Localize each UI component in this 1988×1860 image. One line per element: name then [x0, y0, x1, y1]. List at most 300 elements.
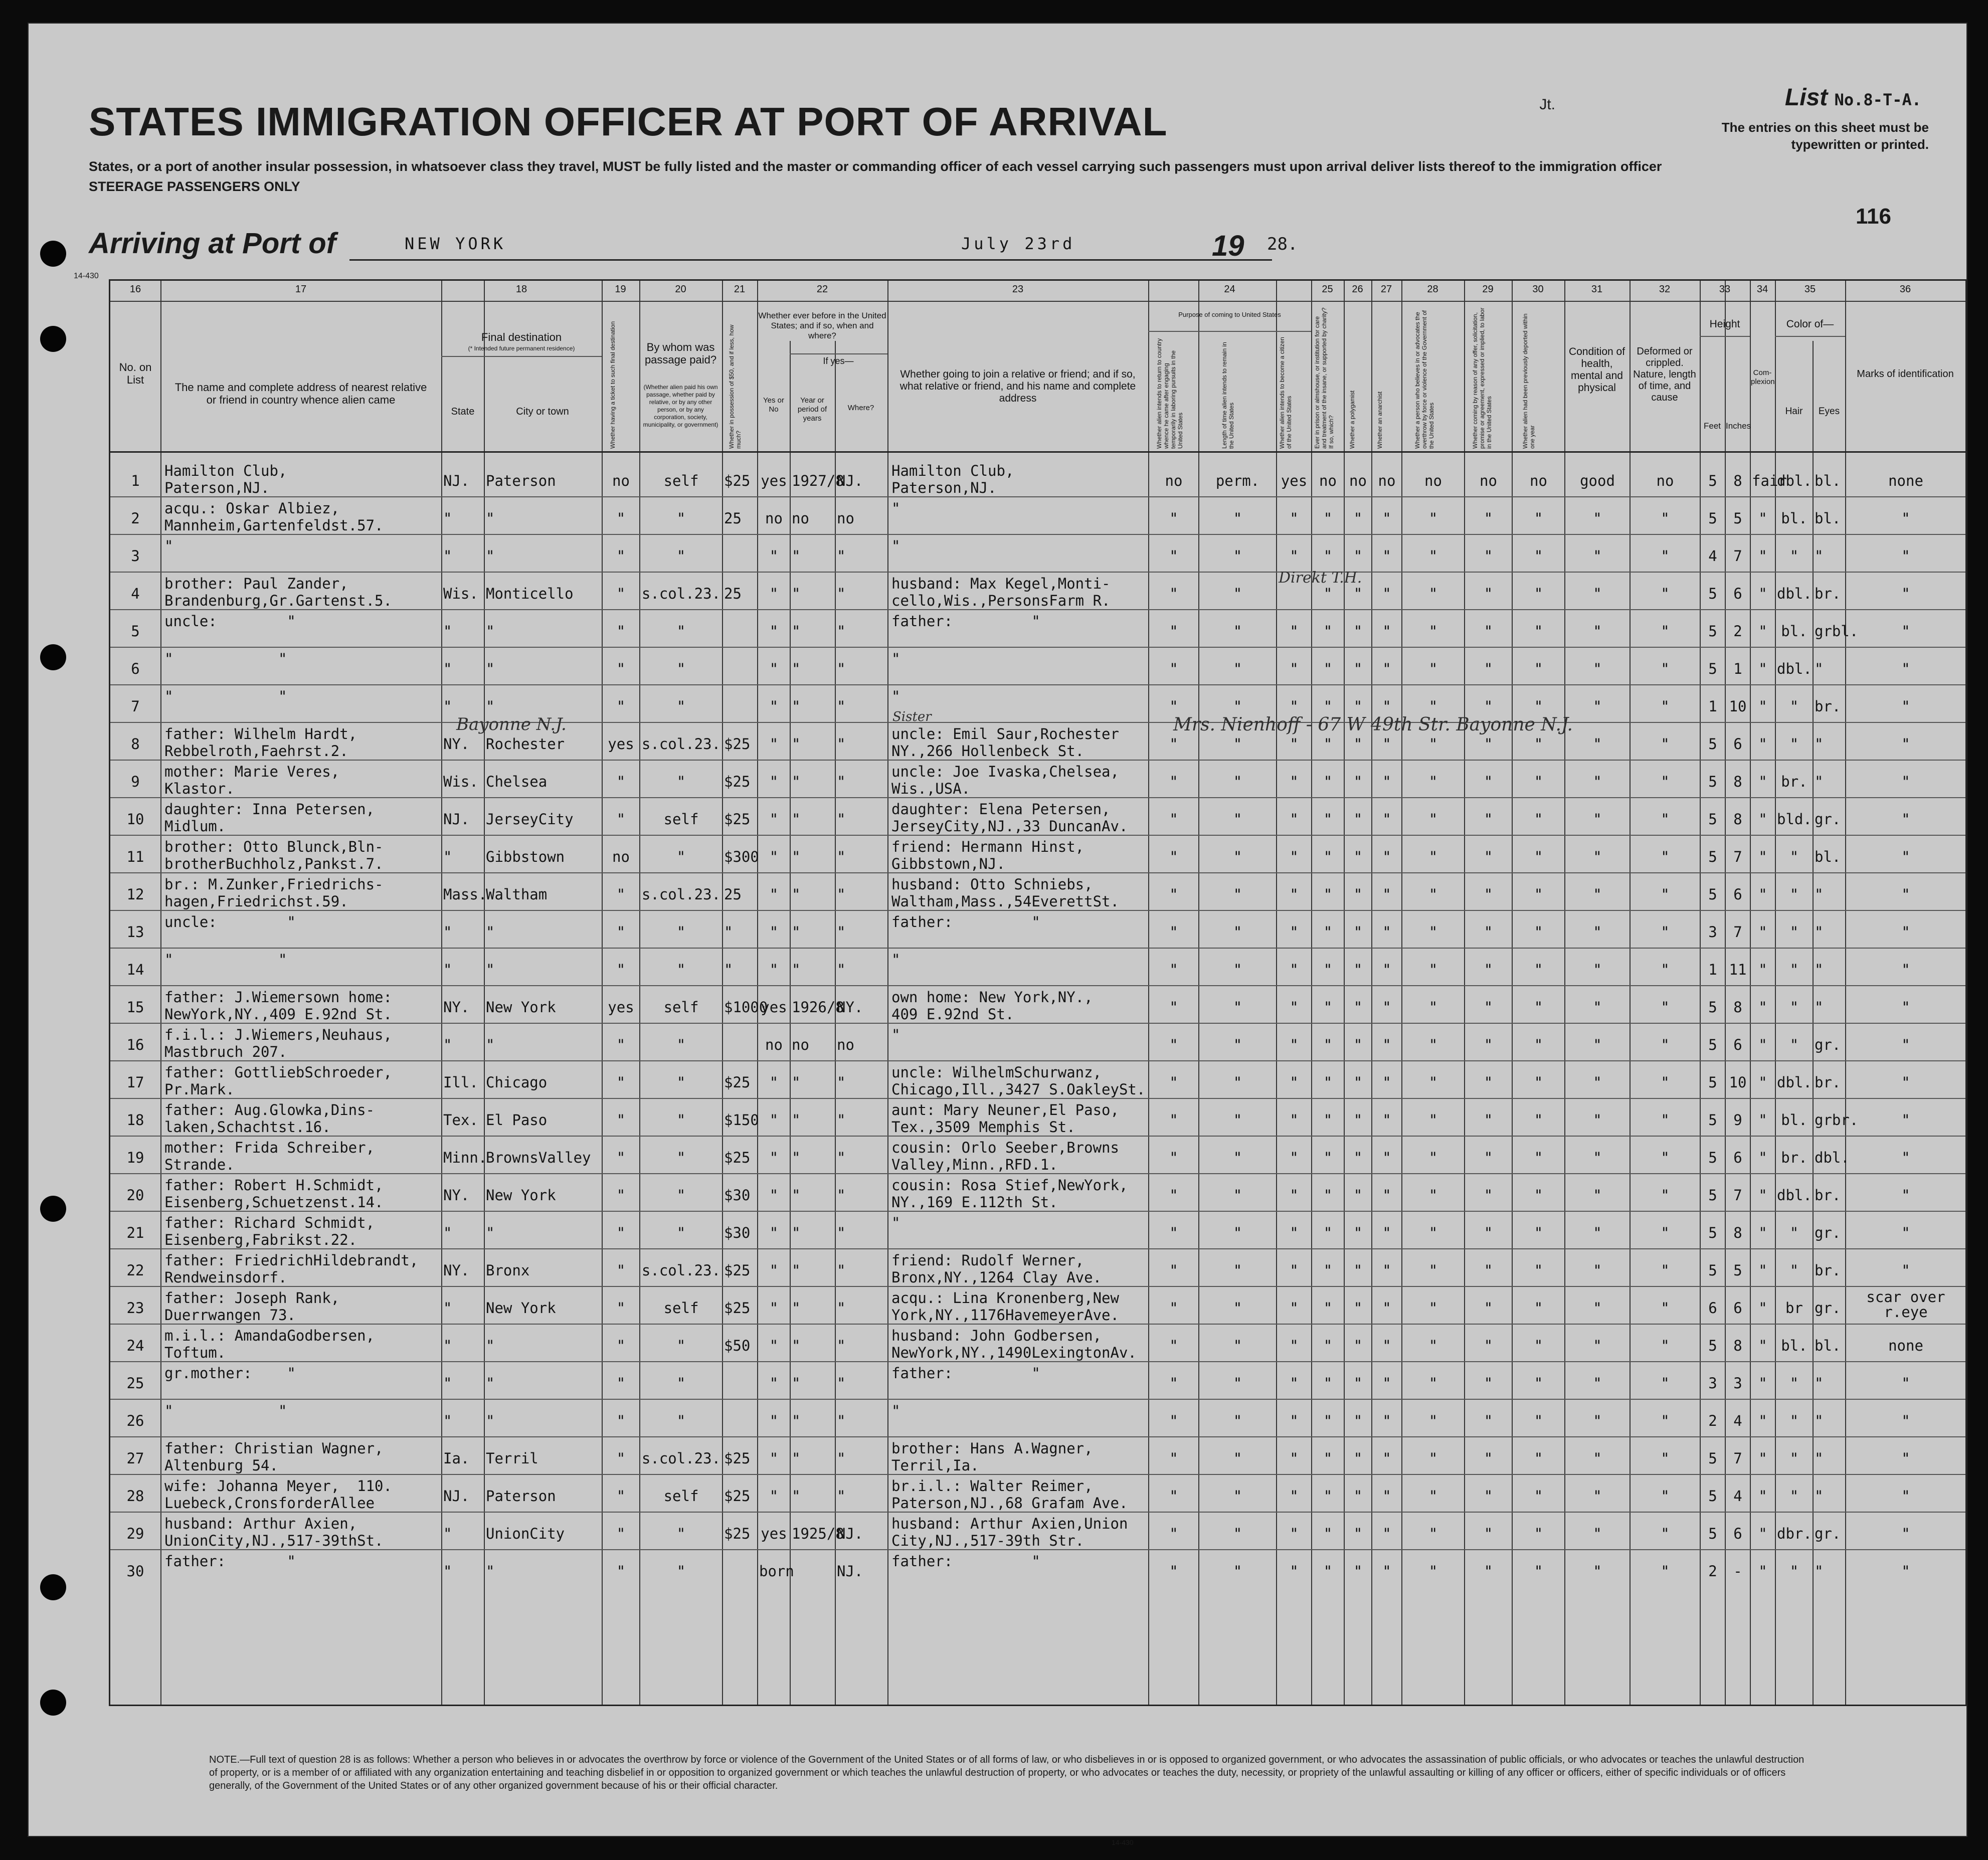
cell-ticket: " — [616, 886, 626, 903]
cell-deformed: " — [1661, 585, 1670, 602]
cell-q28: " — [1428, 1337, 1438, 1354]
cell-paid: " — [676, 773, 686, 790]
cell-cit: " — [1290, 1036, 1299, 1053]
cell-money: $25 — [724, 1262, 751, 1279]
join-name: uncle: Emil Saur,Rochester — [891, 725, 1119, 742]
join-name: father: " — [891, 913, 1040, 931]
cell-ret: " — [1169, 735, 1178, 753]
cell-money: " — [724, 961, 733, 978]
column-number: 19 — [615, 284, 626, 295]
cell-q29: " — [1484, 1262, 1493, 1279]
cell-paid: self — [663, 1487, 699, 1505]
join-name: cousin: Orlo Seeber,Browns — [891, 1139, 1119, 1156]
cell-q26: " — [1353, 1224, 1363, 1241]
cell-stay: " — [1233, 1224, 1242, 1241]
cell-hair: " — [1789, 547, 1799, 565]
cell-comp: " — [1758, 1149, 1767, 1166]
cell-state: Wis. — [443, 773, 478, 790]
cell-cit: " — [1290, 1525, 1299, 1542]
relative-name: uncle: " — [164, 613, 296, 630]
cell-health: " — [1593, 999, 1602, 1016]
cell-paid: " — [676, 660, 686, 677]
cell-city: " — [486, 698, 495, 715]
cell-health: " — [1593, 1224, 1602, 1241]
cell-state: " — [443, 1375, 452, 1392]
cell-hair: " — [1789, 1262, 1799, 1279]
column-rule — [1401, 281, 1402, 1705]
relative-name: gr.mother: " — [164, 1365, 296, 1382]
cell-q26: " — [1353, 1262, 1363, 1279]
cell-hair: br. — [1781, 773, 1808, 790]
relative-address: Eisenberg,Schuetzenst.14. — [164, 1194, 384, 1211]
cell-q25: " — [1323, 999, 1333, 1016]
cell-eyes: dbl. — [1815, 1149, 1850, 1166]
cell-eyes: br. — [1815, 698, 1841, 715]
cell-health: " — [1593, 848, 1602, 865]
relative-address: hagen,Friedrichst.59. — [164, 893, 348, 910]
column-rule — [1845, 281, 1846, 1705]
cell-ret: " — [1169, 1525, 1178, 1542]
header-q25: Ever in prison or almshouse, or institution for care and treatment of the insane, or supported by charity? If so, which? — [1314, 307, 1335, 449]
cell-ft: 5 — [1708, 472, 1717, 489]
cell-q26: " — [1353, 585, 1363, 602]
cell-deformed: " — [1661, 923, 1670, 941]
cell-q25: " — [1323, 773, 1333, 790]
row-rule — [110, 985, 1965, 986]
cell-marks: " — [1901, 923, 1910, 941]
column-rule — [1198, 281, 1199, 1705]
cell-hair: dbl. — [1777, 472, 1812, 489]
cell-before: " — [769, 773, 779, 790]
cell-comp: " — [1758, 1563, 1767, 1580]
cell-ft: 5 — [1708, 623, 1717, 640]
cell-q30: " — [1534, 623, 1543, 640]
cell-q27: " — [1382, 1525, 1391, 1542]
cell-health: " — [1593, 660, 1602, 677]
cell-stay: " — [1233, 1487, 1242, 1505]
cell-q26: " — [1353, 811, 1363, 828]
cell-ticket: " — [616, 1525, 626, 1542]
cell-q26: " — [1353, 660, 1363, 677]
header-money: Whether in possession of $50, and if less, how much? — [728, 324, 742, 449]
cell-q26: " — [1353, 1412, 1363, 1429]
cell-city: Gibbstown — [486, 848, 565, 865]
cell-q30: " — [1534, 1412, 1543, 1429]
cell-in: 3 — [1733, 1375, 1742, 1392]
cell-q26: " — [1353, 1525, 1363, 1542]
cell-state: " — [443, 1525, 452, 1542]
cell-hair: " — [1789, 886, 1799, 903]
cell-eyes: " — [1815, 1487, 1824, 1505]
column-number: 25 — [1322, 284, 1333, 295]
cell-q25: " — [1323, 623, 1333, 640]
cell-q27: " — [1382, 886, 1391, 903]
cell-in: 6 — [1733, 735, 1742, 753]
cell-ticket: yes — [608, 999, 634, 1016]
relative-name: brother: Paul Zander, — [164, 575, 348, 592]
cell-hair: bl. — [1781, 1111, 1808, 1129]
cell-deformed: " — [1661, 1299, 1670, 1317]
cell-state: " — [443, 698, 452, 715]
cell-stay: " — [1233, 999, 1242, 1016]
cell-stay: perm. — [1215, 472, 1260, 489]
header-complexion: Com- plexion — [1751, 368, 1775, 386]
cell-comp: " — [1758, 1525, 1767, 1542]
cell-ticket: " — [616, 1262, 626, 1279]
cell-paid: " — [676, 510, 686, 527]
cell-paid: " — [676, 961, 686, 978]
binder-hole — [40, 1690, 66, 1716]
cell-before: " — [769, 698, 779, 715]
cell-ret: " — [1169, 1036, 1178, 1053]
relative-name: father: Christian Wagner, — [164, 1440, 384, 1457]
cell-money: 25 — [724, 585, 742, 602]
cell-year: " — [792, 961, 801, 978]
cell-where: " — [837, 1375, 846, 1392]
cell-year: " — [792, 1450, 801, 1467]
cell-in: 10 — [1729, 1074, 1747, 1091]
cell-year: " — [792, 1299, 801, 1317]
cell-health: " — [1593, 1262, 1602, 1279]
relative-address: NewYork,NY.,409 E.92nd St. — [164, 1006, 392, 1023]
cell-health: " — [1593, 585, 1602, 602]
cell-marks: " — [1901, 961, 1910, 978]
cell-eyes: br. — [1815, 585, 1841, 602]
cell-q29: " — [1484, 660, 1493, 677]
header-state: State — [451, 406, 475, 417]
header-final-destination: Final destination — [481, 331, 562, 343]
cell-where: " — [837, 1074, 846, 1091]
cell-ret: " — [1169, 923, 1178, 941]
cell-city: " — [486, 623, 495, 640]
cell-cit: " — [1290, 1412, 1299, 1429]
cell-paid: " — [676, 1337, 686, 1354]
cell-money: $25 — [724, 472, 751, 489]
cell-q25: " — [1323, 1375, 1333, 1392]
row-rule — [110, 684, 1965, 685]
relative-name: father: Robert H.Schmidt, — [164, 1177, 384, 1194]
cell-city: UnionCity — [486, 1525, 565, 1542]
column-rule — [1148, 281, 1149, 1705]
cell-q25: " — [1323, 1337, 1333, 1354]
cell-q26: " — [1353, 961, 1363, 978]
cell-marks: " — [1901, 585, 1910, 602]
cell-state: Ill. — [443, 1074, 478, 1091]
cell-eyes: br. — [1815, 1262, 1841, 1279]
cell-ticket: " — [616, 811, 626, 828]
cell-ticket: " — [616, 585, 626, 602]
cell-in: 4 — [1733, 1412, 1742, 1429]
cell-q30: " — [1534, 735, 1543, 753]
cell-city: Waltham — [486, 886, 548, 903]
cell-health: " — [1593, 1412, 1602, 1429]
join-name: uncle: WilhelmSchurwanz, — [891, 1064, 1102, 1081]
cell-q30: " — [1534, 1187, 1543, 1204]
cell-q26: " — [1353, 1149, 1363, 1166]
cell-deformed: " — [1661, 811, 1670, 828]
cell-ft: 5 — [1708, 1187, 1717, 1204]
cell-q29: " — [1484, 623, 1493, 640]
cell-deformed: " — [1661, 1111, 1670, 1129]
binder-hole — [40, 241, 66, 267]
cell-ft: 5 — [1708, 1111, 1717, 1129]
cell-q25: " — [1323, 1563, 1333, 1580]
cell-q30: " — [1534, 1525, 1543, 1542]
cell-q27: " — [1382, 1337, 1391, 1354]
header-color-of: Color of— — [1786, 318, 1834, 330]
header-purpose: Purpose of coming to United States — [1178, 311, 1281, 318]
sheet-number: 116 — [1856, 204, 1891, 229]
header-purpose-citizen: Whether alien intends to become a citizen of the United States — [1279, 337, 1293, 449]
cell-q25: " — [1323, 1036, 1333, 1053]
cell-before: " — [769, 1375, 779, 1392]
cell-q28: " — [1428, 923, 1438, 941]
join-address: JerseyCity,NJ.,33 DuncanAv. — [891, 818, 1128, 835]
column-rule — [1276, 281, 1277, 1705]
cell-q26: " — [1353, 1563, 1363, 1580]
passenger-class: STEERAGE PASSENGERS ONLY — [89, 179, 300, 194]
cell-marks: " — [1901, 1450, 1910, 1467]
cell-q29: no — [1480, 472, 1497, 489]
row-number: 1 — [131, 472, 140, 489]
cell-q25: " — [1323, 510, 1333, 527]
cell-in: 6 — [1733, 1525, 1742, 1542]
cell-eyes: " — [1815, 923, 1824, 941]
cell-marks: " — [1901, 1111, 1910, 1129]
header-if-yes: If yes— — [823, 356, 854, 366]
column-number: 16 — [129, 284, 141, 295]
cell-year: " — [792, 1074, 801, 1091]
cell-paid: " — [676, 1111, 686, 1129]
cell-marks: " — [1901, 1262, 1910, 1279]
cell-marks: " — [1901, 1487, 1910, 1505]
cell-stay: " — [1233, 773, 1242, 790]
cell-deformed: " — [1661, 1375, 1670, 1392]
cell-year: " — [792, 623, 801, 640]
cell-comp: " — [1758, 999, 1767, 1016]
join-address: 409 E.92nd St. — [891, 1006, 1014, 1023]
cell-stay: " — [1233, 1149, 1242, 1166]
cell-deformed: " — [1661, 1450, 1670, 1467]
header-rule — [1148, 331, 1311, 332]
row-number: 25 — [126, 1375, 144, 1392]
cell-before: " — [769, 1487, 779, 1505]
cell-deformed: " — [1661, 961, 1670, 978]
join-address: City,NJ.,517-39th Str. — [891, 1532, 1085, 1549]
row-rule — [110, 1060, 1965, 1061]
cell-q25: " — [1323, 547, 1333, 565]
header-inches: Inches — [1726, 421, 1751, 431]
cell-stay: " — [1233, 1111, 1242, 1129]
cell-in: 5 — [1733, 1262, 1742, 1279]
cell-before: " — [769, 1187, 779, 1204]
cell-paid: " — [676, 1412, 686, 1429]
column-rule — [1512, 281, 1513, 1705]
relative-address: Brandenburg,Gr.Gartenst.5. — [164, 592, 392, 609]
handwritten-destination: Bayonne N.J. — [456, 714, 567, 734]
cell-before: " — [769, 848, 779, 865]
join-address: Terril,Ia. — [891, 1457, 979, 1474]
row-number: 29 — [126, 1525, 144, 1542]
cell-paid: s.col.23. — [641, 886, 721, 903]
cell-q27: " — [1382, 1450, 1391, 1467]
cell-q29: " — [1484, 1074, 1493, 1091]
cell-ret: " — [1169, 1450, 1178, 1467]
cell-ft: 5 — [1708, 510, 1717, 527]
header-eyes: Eyes — [1818, 406, 1840, 417]
relative-name: brother: Otto Blunck,Bln- — [164, 838, 384, 855]
row-rule — [110, 572, 1965, 573]
cell-ret: " — [1169, 510, 1178, 527]
cell-ft: 5 — [1708, 1450, 1717, 1467]
cell-eyes: bl. — [1815, 848, 1841, 865]
cell-in: 9 — [1733, 1111, 1742, 1129]
cell-comp: fair — [1752, 472, 1787, 489]
cell-q27: " — [1382, 735, 1391, 753]
join-name: father: " — [891, 613, 1040, 630]
cell-health: " — [1593, 547, 1602, 565]
row-rule — [110, 1248, 1965, 1249]
row-rule — [110, 1173, 1965, 1174]
cell-q27: " — [1382, 623, 1391, 640]
cell-ret: " — [1169, 848, 1178, 865]
cell-eyes: " — [1815, 547, 1824, 565]
cell-comp: " — [1758, 811, 1767, 828]
cell-state: " — [443, 1224, 452, 1241]
cell-q25: " — [1323, 1412, 1333, 1429]
cell-q25: " — [1323, 811, 1333, 828]
row-number: 18 — [126, 1111, 144, 1129]
cell-state: " — [443, 1337, 452, 1354]
cell-q25: no — [1319, 472, 1337, 489]
cell-state: NJ. — [443, 472, 470, 489]
column-number: 22 — [816, 284, 828, 295]
row-rule — [110, 722, 1965, 723]
header-marks: Marks of identification — [1857, 368, 1954, 380]
cell-comp: " — [1758, 1412, 1767, 1429]
join-name: aunt: Mary Neuner,El Paso, — [891, 1101, 1119, 1119]
cell-before: " — [769, 886, 779, 903]
cell-marks: " — [1901, 1375, 1910, 1392]
cell-deformed: " — [1661, 1563, 1670, 1580]
cell-eyes: bl. — [1815, 510, 1841, 527]
cell-marks: " — [1901, 886, 1910, 903]
cell-q28: " — [1428, 1111, 1438, 1129]
row-number: 2 — [131, 510, 140, 527]
cell-state: Tex. — [443, 1111, 478, 1129]
cell-paid: self — [663, 999, 699, 1016]
relative-address: Paterson,NJ. — [164, 479, 270, 496]
cell-year: " — [792, 848, 801, 865]
cell-q26: " — [1353, 510, 1363, 527]
cell-paid: s.col.23. — [641, 585, 721, 602]
cell-q26: " — [1353, 1450, 1363, 1467]
join-address: Valley,Minn.,RFD.1. — [891, 1156, 1058, 1173]
cell-paid: " — [676, 923, 686, 941]
cell-q29: " — [1484, 1563, 1493, 1580]
binder-hole — [40, 326, 66, 352]
row-rule — [110, 1549, 1965, 1550]
cell-marks: " — [1901, 1224, 1910, 1241]
header-rule — [790, 353, 887, 354]
relative-name: father: Aug.Glowka,Dins- — [164, 1101, 375, 1119]
port-field: NEW YORK — [349, 234, 926, 261]
cell-q25: " — [1323, 1525, 1333, 1542]
cell-cit: " — [1290, 773, 1299, 790]
manifest-sheet — [28, 23, 1967, 1846]
cell-ft: 2 — [1708, 1563, 1717, 1580]
cell-q29: " — [1484, 886, 1493, 903]
cell-deformed: " — [1661, 1074, 1670, 1091]
cell-ret: " — [1169, 585, 1178, 602]
row-number: 3 — [131, 547, 140, 565]
cell-year: 1927/8 — [792, 472, 844, 489]
cell-city: El Paso — [486, 1111, 548, 1129]
column-rule — [1564, 281, 1565, 1705]
cell-in: 6 — [1733, 886, 1742, 903]
cell-city: " — [486, 510, 495, 527]
relative-name: br.: M.Zunker,Friedrichs- — [164, 876, 384, 893]
cell-state: Ia. — [443, 1450, 470, 1467]
join-name: Hamilton Club, — [891, 462, 1014, 479]
cell-ft: 5 — [1708, 1525, 1717, 1542]
cell-q29: " — [1484, 1299, 1493, 1317]
cell-eyes: " — [1815, 961, 1824, 978]
cell-q27: " — [1382, 773, 1391, 790]
cell-state: NY. — [443, 999, 470, 1016]
cell-year: " — [792, 773, 801, 790]
cell-state: " — [443, 848, 452, 865]
cell-comp: " — [1758, 698, 1767, 715]
cell-ft: 5 — [1708, 1149, 1717, 1166]
cell-ret: " — [1169, 1337, 1178, 1354]
cell-before: born — [759, 1563, 794, 1580]
row-rule — [110, 1436, 1965, 1437]
cell-q25: " — [1323, 1224, 1333, 1241]
cell-where: " — [837, 623, 846, 640]
cell-ret: " — [1169, 999, 1178, 1016]
row-number: 22 — [126, 1262, 144, 1279]
handwritten-note: Direkt T.H. — [1279, 569, 1362, 587]
cell-marks: " — [1901, 660, 1910, 677]
cell-q30: " — [1534, 1149, 1543, 1166]
cell-ticket: " — [616, 1036, 626, 1053]
cell-marks: " — [1901, 735, 1910, 753]
cell-eyes: " — [1815, 1450, 1824, 1467]
cell-state: Wis. — [443, 585, 478, 602]
column-rule — [757, 281, 758, 1705]
cell-cit: " — [1290, 547, 1299, 565]
cell-q30: " — [1534, 585, 1543, 602]
cell-marks: " — [1901, 1412, 1910, 1429]
cell-in: 1 — [1733, 660, 1742, 677]
join-name: br.i.l.: Walter Reimer, — [891, 1477, 1093, 1495]
arriving-label: Arriving at Port of — [89, 227, 336, 260]
cell-q26: " — [1353, 1375, 1363, 1392]
row-rule — [110, 910, 1965, 911]
cell-q29: " — [1484, 1525, 1493, 1542]
cell-hair: " — [1789, 735, 1799, 753]
cell-q30: " — [1534, 999, 1543, 1016]
cell-q28: " — [1428, 1187, 1438, 1204]
cell-deformed: " — [1661, 1412, 1670, 1429]
cell-city: Paterson — [486, 1487, 556, 1505]
row-number: 26 — [126, 1412, 144, 1429]
cell-comp: " — [1758, 1074, 1767, 1091]
cell-q26: " — [1353, 1337, 1363, 1354]
cell-ft: 5 — [1708, 886, 1717, 903]
cell-stay: " — [1233, 961, 1242, 978]
